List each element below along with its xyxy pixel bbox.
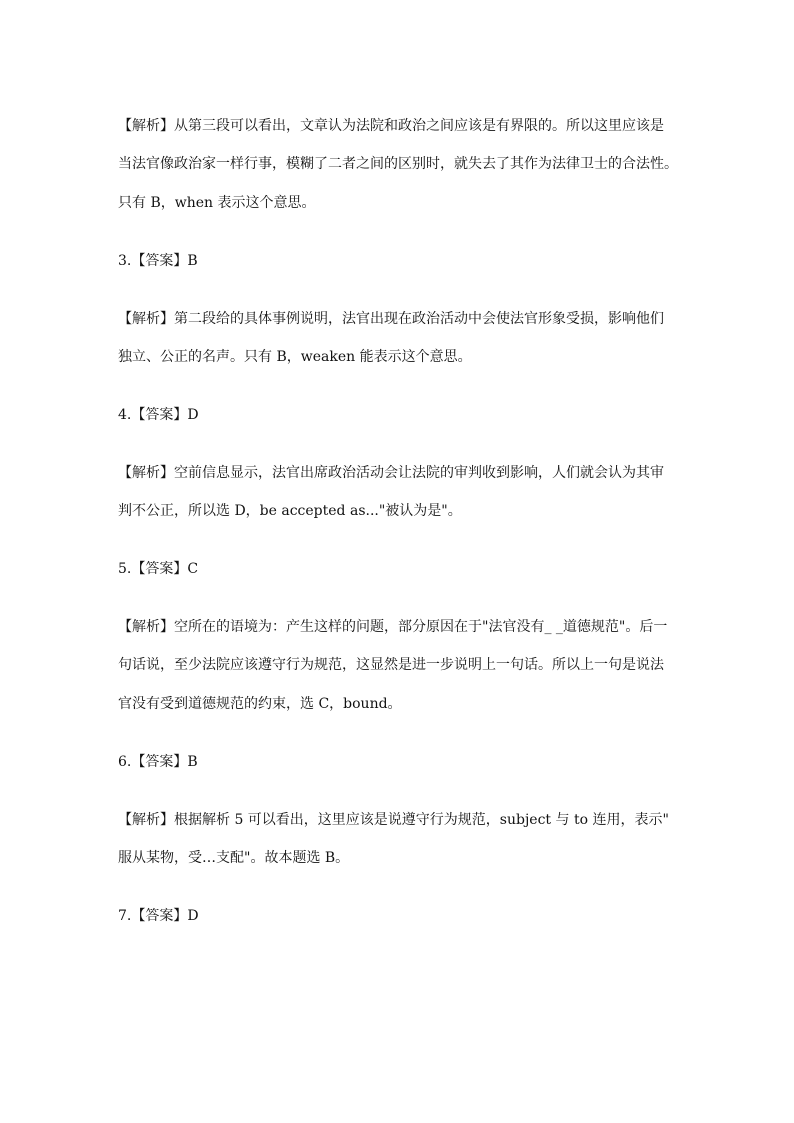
analysis-3-line-1: 【解析】第二段给的具体事例说明，法官出现在政治活动中会使法官形象受损，影响他们 [118, 311, 664, 327]
answer-6: 6.【答案】B [118, 754, 198, 770]
analysis-2-line-2: 当法官像政治家一样行事，模糊了二者之间的区别时，就失去了其作为法律卫士的合法性。 [118, 156, 678, 172]
analysis-6-line-2: 服从某物，受…支配"。故本题选 B。 [118, 850, 350, 866]
analysis-3-line-2: 独立、公正的名声。只有 B，weaken 能表示这个意思。 [118, 349, 472, 365]
answer-4: 4.【答案】D [118, 407, 199, 423]
analysis-2-line-3: 只有 B，when 表示这个意思。 [118, 195, 316, 211]
analysis-4-line-2: 判不公正，所以选 D，be accepted as..."被认为是"。 [118, 503, 462, 519]
analysis-2-line-1: 【解析】从第三段可以看出，文章认为法院和政治之间应该是有界限的。所以这里应该是 [118, 118, 664, 134]
analysis-4-line-1: 【解析】空前信息显示，法官出席政治活动会让法院的审判收到影响，人们就会认为其审 [118, 465, 664, 481]
analysis-6-line-1: 【解析】根据解析 5 可以看出，这里应该是说遵守行为规范，subject 与 to 连用，表示" [118, 812, 669, 828]
answer-3: 3.【答案】B [118, 253, 198, 269]
analysis-5-line-3: 官没有受到道德规范的约束，选 C，bound。 [118, 696, 402, 712]
analysis-5-line-1: 【解析】空所在的语境为：产生这样的问题，部分原因在于"法官没有_ _道德规范"。后一 [118, 619, 668, 635]
answer-5: 5.【答案】C [118, 561, 199, 577]
answer-7: 7.【答案】D [118, 908, 199, 924]
analysis-5-line-2: 句话说，至少法院应该遵守行为规范，这显然是进一步说明上一句话。所以上一句是说法 [118, 657, 664, 673]
